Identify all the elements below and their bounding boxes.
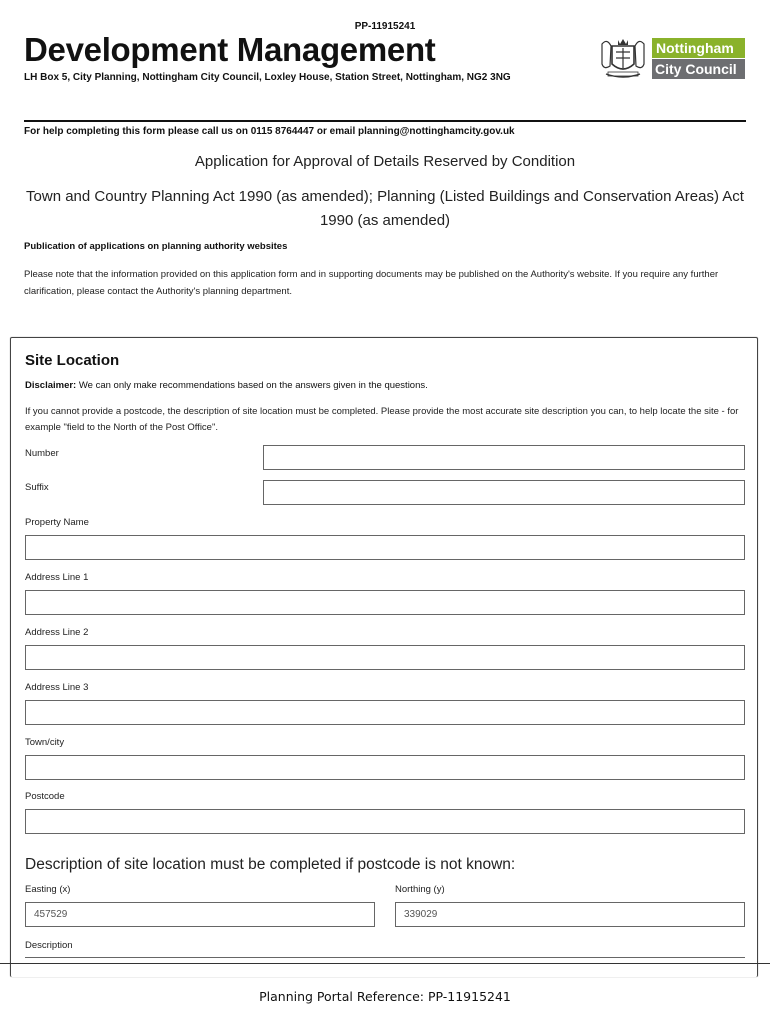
help-contact: For help completing this form please call us on 0115 8764447 or email planning@nottinghamcity.gov.uk	[24, 126, 515, 137]
easting-label: Easting (x)	[25, 884, 71, 895]
description-label: Description	[25, 940, 73, 951]
page-title: Development Management	[24, 31, 436, 68]
postcode-input[interactable]	[25, 809, 745, 834]
northing-input[interactable]: 339029	[395, 902, 745, 927]
logo-text-city-council: City Council	[652, 59, 745, 79]
header-divider	[24, 120, 746, 122]
logo-text-nottingham: Nottingham	[652, 38, 745, 58]
form-reference: PP-11915241	[354, 21, 416, 32]
council-address: LH Box 5, City Planning, Nottingham City Council, Loxley House, Station Street, Nottingham, NG2 3NG	[24, 72, 511, 83]
disclaimer	[25, 380, 428, 391]
publication-text: Please note that the information provided on this application form and in supporting documents may be published on the Authority's website. If you require any further clarification, please contact the Authority's planning department.	[24, 269, 719, 297]
postcode-hint: If you cannot provide a postcode, the description of site location must be completed. Please provide the most accurate site description you can, to help locate the site - for example "field to the North of the Post Office".	[25, 406, 739, 433]
application-title: Application for Approval of Details Reserved by Condition	[194, 153, 576, 170]
disclaimer-text: We can only make recommendations based on the answers given in the questions.	[76, 380, 428, 391]
footer-reference: Planning Portal Reference: PP-11915241	[259, 989, 511, 1004]
page-break-rule	[0, 963, 770, 964]
property-name-label: Property Name	[25, 517, 89, 528]
publication-heading: Publication of applications on planning authority websites	[24, 241, 288, 252]
description-heading: Description of site location must be completed if postcode is not known:	[25, 856, 516, 873]
northing-label: Northing (y)	[395, 884, 445, 895]
address-line-3-label: Address Line 3	[25, 682, 89, 693]
address-line-1-label: Address Line 1	[25, 572, 89, 583]
address-line-2-input[interactable]	[25, 645, 745, 670]
coat-of-arms-icon	[598, 36, 648, 82]
act-title: Town and Country Planning Act 1990 (as amended); Planning (Listed Buildings and Conservation Areas) Act 1990 (as amended)	[26, 188, 744, 229]
town-city-label: Town/city	[25, 737, 65, 748]
suffix-input[interactable]	[263, 480, 745, 505]
section-title: Site Location	[25, 352, 120, 369]
disclaimer-label: Disclaimer:	[25, 380, 77, 391]
suffix-label: Suffix	[25, 482, 49, 493]
address-line-1-input[interactable]	[25, 590, 745, 615]
property-name-input[interactable]	[25, 535, 745, 560]
address-line-3-input[interactable]	[25, 700, 745, 725]
easting-input[interactable]: 457529	[25, 902, 375, 927]
number-label: Number	[25, 448, 59, 459]
town-city-input[interactable]	[25, 755, 745, 780]
postcode-label: Postcode	[25, 791, 65, 802]
number-input[interactable]	[263, 445, 745, 470]
address-line-2-label: Address Line 2	[25, 627, 89, 638]
description-textarea[interactable]	[25, 957, 745, 960]
council-logo	[598, 36, 748, 82]
